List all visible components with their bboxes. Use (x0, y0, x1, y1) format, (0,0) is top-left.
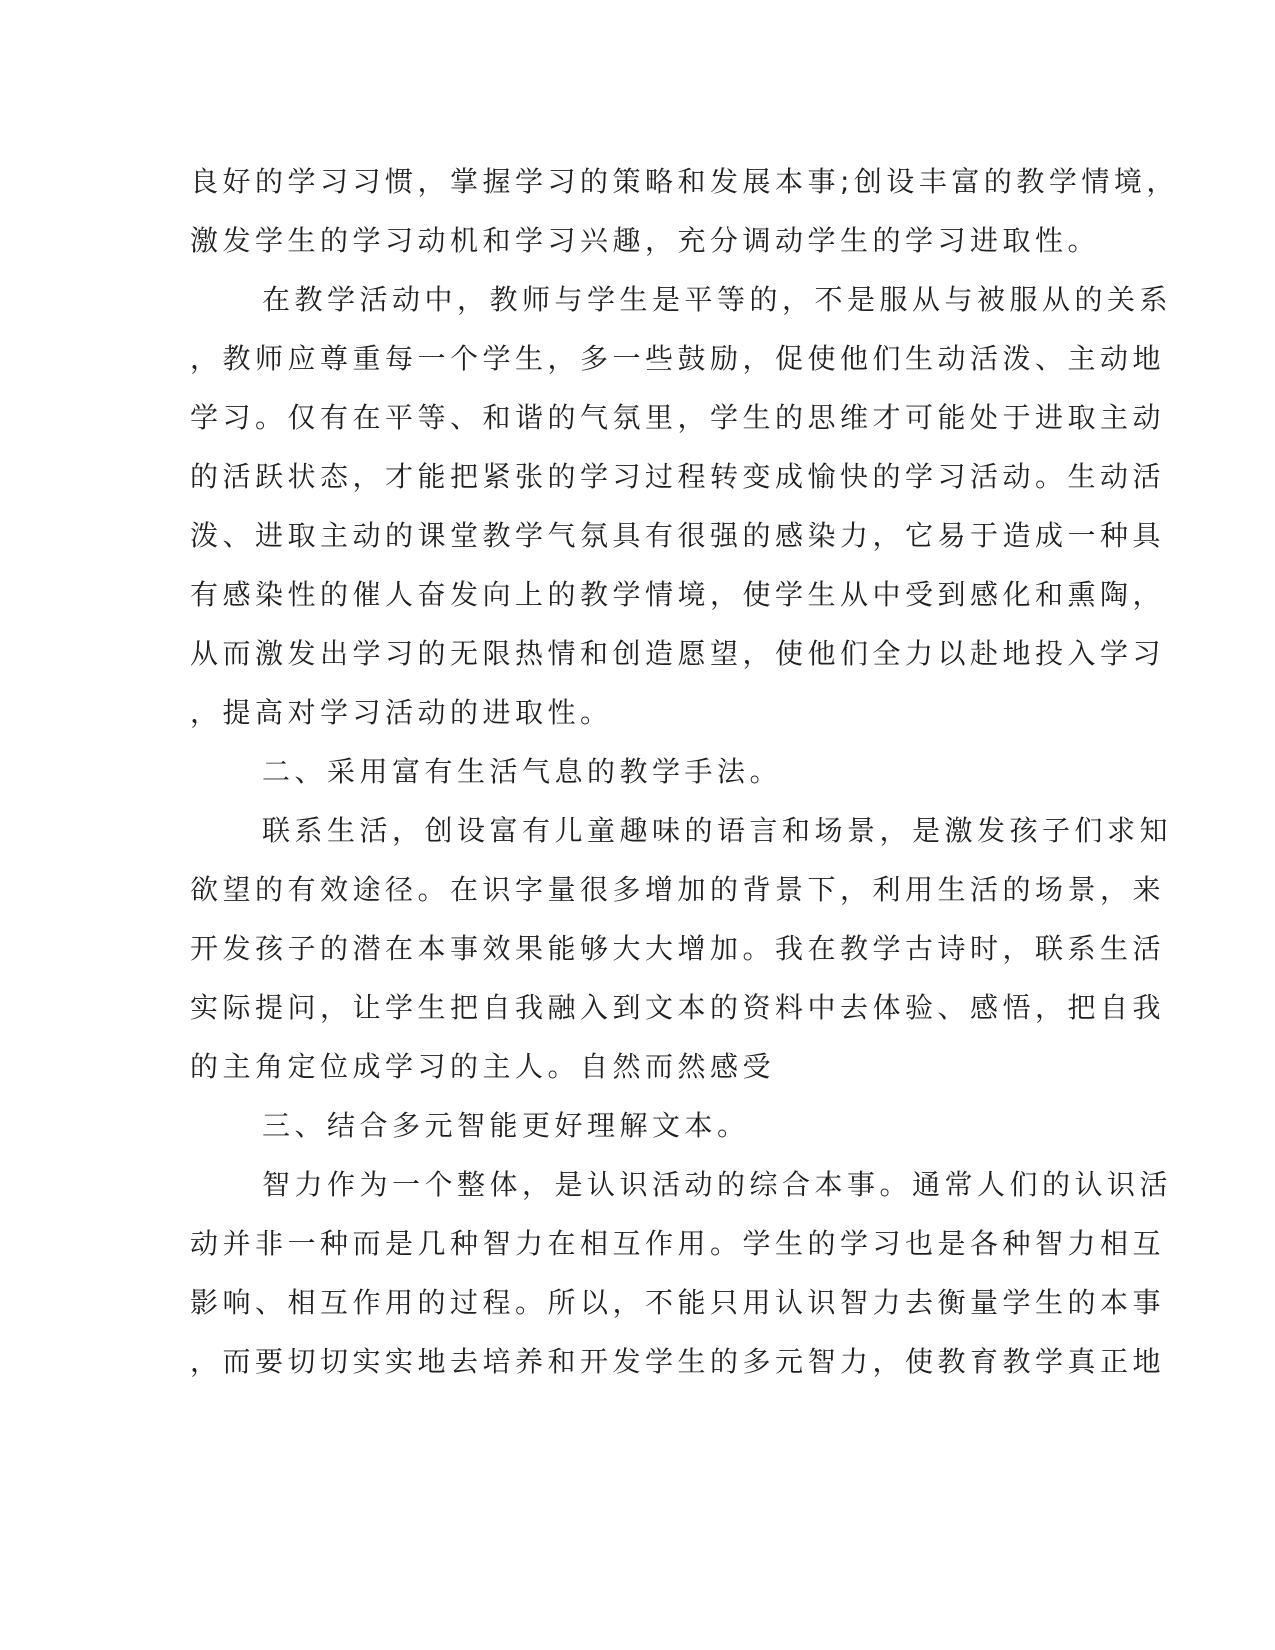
text-line: ，提高对学习活动的进取性。 (190, 696, 613, 729)
text-line: 的活跃状态，才能把紧张的学习过程转变成愉快的学习活动。生动活 (190, 460, 1166, 493)
paragraph-first-line: 联系生活，创设富有儿童趣味的语言和场景，是激发孩子们求知 (262, 814, 1173, 847)
text-line: 开发孩子的潜在本事效果能够大大增加。我在教学古诗时，联系生活 (190, 932, 1166, 965)
text-line: 有感染性的催人奋发向上的教学情境，使学生从中受到感化和熏陶， (190, 578, 1166, 611)
text-line: 激发学生的学习动机和学习兴趣，充分调动学生的学习进取性。 (190, 224, 1101, 257)
text-line: 实际提问，让学生把自我融入到文本的资料中去体验、感悟，把自我 (190, 991, 1166, 1024)
text-line: 动并非一种而是几种智力在相互作用。学生的学习也是各种智力相互 (190, 1227, 1166, 1260)
text-line: 影响、相互作用的过程。所以，不能只用认识智力去衡量学生的本事 (190, 1286, 1166, 1319)
section-heading: 三、结合多元智能更好理解文本。 (262, 1109, 750, 1142)
text-line: ，教师应尊重每一个学生，多一些鼓励，促使他们生动活泼、主动地 (190, 342, 1166, 375)
text-line: 的主角定位成学习的主人。自然而然感受 (190, 1050, 776, 1083)
text-line: 良好的学习习惯，掌握学习的策略和发展本事;创设丰富的教学情境， (190, 165, 1179, 198)
text-line: 泼、进取主动的课堂教学气氛具有很强的感染力，它易于造成一种具 (190, 519, 1166, 552)
text-line: 学习。仅有在平等、和谐的气氛里，学生的思维才可能处于进取主动 (190, 401, 1166, 434)
paragraph-first-line: 智力作为一个整体，是认识活动的综合本事。通常人们的认识活 (262, 1168, 1173, 1201)
text-line: ，而要切切实实地去培养和开发学生的多元智力，使教育教学真正地 (190, 1345, 1166, 1378)
section-heading: 二、采用富有生活气息的教学手法。 (262, 755, 783, 788)
text-line: 欲望的有效途径。在识字量很多增加的背景下，利用生活的场景，来 (190, 873, 1166, 906)
paragraph-first-line: 在教学活动中，教师与学生是平等的，不是服从与被服从的关系 (262, 283, 1173, 316)
text-line: 从而激发出学习的无限热情和创造愿望，使他们全力以赴地投入学习 (190, 637, 1166, 670)
